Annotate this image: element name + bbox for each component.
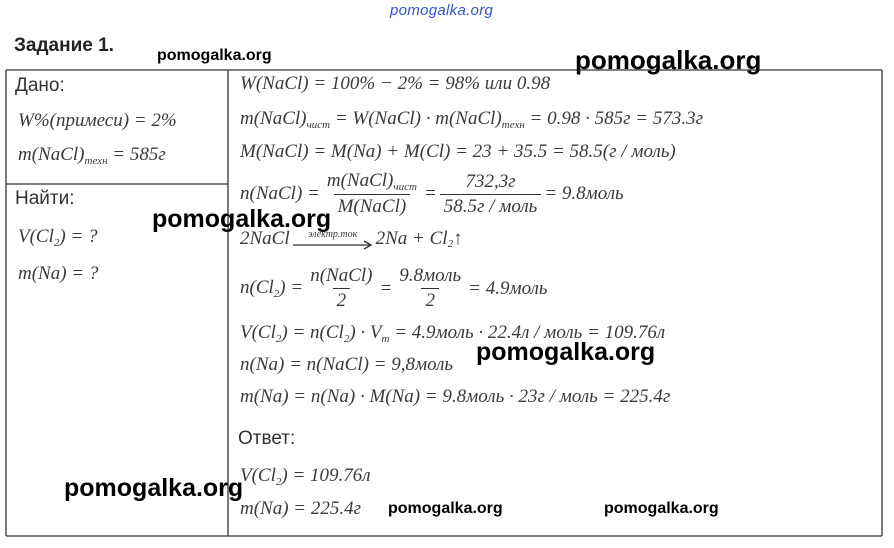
solution-line-6-lhs: [240, 277, 303, 300]
solution-line-2-c: = 0.98 · 585г = 573.3г: [524, 108, 704, 129]
fraction-numerator: n(NaCl): [310, 265, 373, 286]
solution-line-6-fraction-1: [306, 265, 376, 312]
given-header: Дано:: [15, 75, 65, 96]
solution-line-6-eq: =: [379, 277, 393, 299]
solution-line-2: [240, 108, 703, 131]
answer-volume-cl2-a: V(Cl: [240, 465, 276, 486]
reaction-arrow-label: электр.ток: [307, 229, 358, 240]
solution-line-7-b: ) = n(Cl: [281, 322, 344, 343]
solution-line-4-lhs: n(NaCl) =: [240, 183, 320, 204]
fraction-denominator: 58.5г / моль: [440, 194, 542, 218]
solution-line-6-fraction-2: [395, 265, 465, 312]
answer-mass-na: m(Na) = 225.4г: [240, 498, 362, 519]
find-volume-cl2-sub: 2: [53, 237, 60, 249]
reaction-rhs-sub: 2: [447, 238, 454, 250]
solution-line-2-sub1: чист: [306, 119, 331, 131]
given-mass-nacl-sub: техн: [84, 155, 108, 167]
find-volume-cl2-a: V(Cl: [18, 226, 54, 247]
fraction-denominator: M(NaCl): [334, 194, 411, 218]
reaction-rhs-b: ↑: [453, 228, 463, 249]
given-mass-nacl-value: = 585г: [107, 144, 166, 165]
solution-line-4-fraction-2: [440, 171, 542, 218]
solution-line-3: M(NaCl) = M(Na) + M(Cl) = 23 + 35.5 = 58.5(г / моль): [240, 141, 676, 162]
find-mass-na: m(Na) = ?: [18, 263, 99, 284]
solution-line-7-sub2: 2: [343, 333, 350, 345]
solution-line-4-rhs: = 9.8моль: [544, 183, 624, 204]
reaction-arrow: [292, 229, 374, 250]
fraction-numerator: 9.8моль: [399, 265, 462, 286]
solution-line-4-eq: =: [423, 183, 437, 204]
solution-line-2-a: m(NaCl): [240, 108, 307, 129]
solution-line-7-sub1: 2: [275, 333, 282, 345]
fraction-numerator-sub: чист: [393, 181, 417, 193]
given-impurity: W%(примеси) = 2%: [18, 110, 177, 131]
fraction-denominator: 2: [333, 288, 351, 312]
watermark-3: pomogalka.org: [152, 205, 332, 233]
fraction-numerator: 732,3г: [465, 170, 516, 192]
find-volume-cl2-b: ) = ?: [59, 226, 98, 247]
reaction-lhs: 2NaCl: [240, 228, 290, 249]
solution-line-6-lhs-a: n(Cl: [240, 277, 274, 298]
solution-line-1: W(NaCl) = 100% − 2% = 98% или 0.98: [240, 73, 551, 94]
solution-line-6-lhs-sub: 2: [273, 288, 280, 300]
solution-line-8: n(Na) = n(NaCl) = 9,8моль: [240, 354, 454, 375]
given-mass-nacl-symbol: m(NaCl): [18, 144, 85, 165]
solution-line-7-d: = 4.9моль · 22.4л / моль = 109.76л: [389, 322, 666, 343]
solution-line-7-a: V(Cl: [240, 322, 276, 343]
solution-line-6: [240, 265, 548, 312]
watermark-7: pomogalka.org: [604, 500, 719, 517]
watermark-6: pomogalka.org: [388, 500, 503, 517]
fraction-numerator-text: m(NaCl): [326, 170, 394, 191]
watermark-2: pomogalka.org: [575, 45, 762, 75]
find-header: Найти:: [15, 188, 75, 209]
solution-line-2-sub2: техн: [501, 119, 525, 131]
solution-line-2-b: = W(NaCl) · m(NaCl): [330, 108, 502, 129]
answer-header: Ответ:: [238, 428, 296, 449]
answer-volume-cl2-b: ) = 109.76л: [281, 465, 371, 486]
watermark-top: pomogalka.org: [390, 2, 494, 19]
solution-line-7: [240, 322, 665, 345]
solution-line-4-fraction-1: [323, 170, 421, 218]
solution-line-9: m(Na) = n(Na) · M(Na) = 9.8моль · 23г / моль = 225.4г: [240, 386, 671, 407]
answer-volume-cl2: [240, 465, 371, 488]
solution-line-4: [240, 170, 624, 218]
task-title: Задание 1.: [14, 35, 114, 56]
solution-line-7-c: ) · V: [349, 322, 382, 343]
given-mass-nacl: [18, 144, 166, 167]
fraction-denominator: 2: [421, 288, 439, 312]
reaction-rhs-a: 2Na + Cl: [375, 228, 448, 249]
solution-line-6-rhs: = 4.9моль: [468, 277, 548, 299]
solution-line-7-sub3: m: [381, 333, 390, 345]
answer-volume-cl2-sub: 2: [275, 476, 282, 488]
find-volume-cl2: [18, 226, 98, 249]
fraction-numerator: [323, 170, 421, 194]
solution-line-6-lhs-b: ) =: [279, 277, 304, 298]
watermark-5: pomogalka.org: [64, 474, 244, 502]
watermark-1: pomogalka.org: [157, 47, 272, 64]
right-arrow-icon: [292, 240, 374, 250]
watermark-4: pomogalka.org: [476, 338, 656, 366]
reaction-equation: [240, 228, 463, 250]
